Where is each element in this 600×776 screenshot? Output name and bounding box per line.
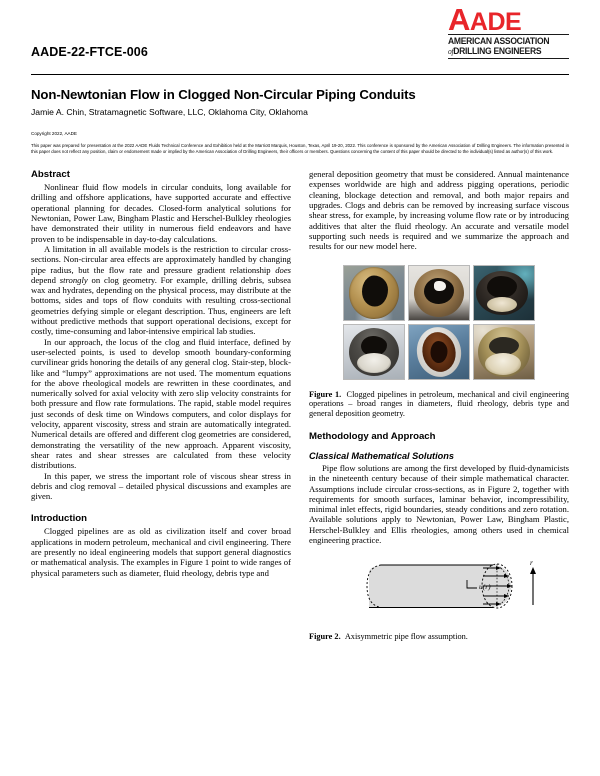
abstract-paragraph-4: In this paper, we stress the important role of viscous shear stress in debris and clog removal – detailed physical discussions and examples are given. — [31, 470, 291, 502]
aade-logo-subtitle — [448, 34, 569, 59]
classical-solutions-heading: Classical Mathematical Solutions — [309, 450, 455, 461]
clogged-pipe-photo-1 — [343, 265, 405, 321]
introduction-continuation-paragraph: general deposition geometry that must be considered. Annual maintenance expenses worldwide are high and address pigging operations, periodic cleaning, blockage detection and removal, and both major repairs and upgrades. Clogs and debris can be removed by increasing surface viscous shear stress, for example, by increasing volume flow rate or by introducing additives that alter the fluid rheology. An accurate and versatile model supporting such needs is required and we summarize the approach and results for our new model here. — [309, 169, 569, 252]
copyright-notice: Copyright 2022, AADE — [31, 131, 77, 136]
clogged-pipe-photo-3 — [473, 265, 535, 321]
abstract-p2-part-b: depend — [31, 274, 60, 285]
introduction-heading: Introduction — [31, 513, 87, 525]
figure-2-caption — [309, 632, 569, 642]
abstract-p2-emphasis-strongly: strongly — [59, 274, 88, 285]
abstract-paragraph-1: Nonlinear fluid flow models in circular conduits, long available for drilling and offshore applications, have supported accurate and effective operational planning for decades. Closed-form analytical solutions for Newtonian, Power Law, Bingham Plastic and Herschel-Bulkley rheologies have demonstrated their utility in numerous field endeavors and have proven to be indispensable in day-to-day calculations. — [31, 182, 291, 244]
abstract-paragraph-2 — [31, 244, 291, 337]
figure-2-label: Figure 2. — [309, 632, 341, 642]
methodology-heading: Methodology and Approach — [309, 430, 436, 442]
aade-logo-wordmark: AADE — [448, 2, 522, 37]
velocity-label: u(r) — [479, 582, 491, 592]
aade-logo — [448, 2, 569, 59]
figure-1-caption-text: Clogged pipelines in petroleum, mechanical and civil engineering operations – broad ranges in diameters, fluid rheology, debris type and general deposition geometry. — [309, 389, 569, 419]
clogged-pipe-photo-grid — [341, 263, 537, 382]
radius-axis-arrowhead — [530, 567, 536, 574]
clogged-pipe-photo-6 — [473, 324, 535, 380]
abstract-p2-part-c: on clog geometry. For example, drilling debris, subsea wax and hydrates, depending on the physical process, may distribute at the bottoms, sides and tops of flow conduits with resulting cross-sectional geometries defying simple or elegant description. Thus, engineers are left without predictive methods that support operational decisions, except for costly, time-consuming and labor-intensive empirical lab studies. — [31, 274, 291, 337]
aade-logo-line1: AMERICAN ASSOCIATION — [448, 36, 550, 46]
paper-number: AADE-22-FTCE-006 — [31, 45, 148, 59]
figure-2-image — [309, 555, 569, 627]
radius-label: r — [530, 558, 533, 568]
page-header — [31, 0, 569, 74]
right-column — [309, 169, 569, 642]
axisymmetric-pipe-diagram — [361, 555, 566, 625]
abstract-p2-part-a: A limitation in all available models is the restriction to circular cross-sections. Non-circular area effects are approximately handled by changing pipe radius, but the flow rate and pressure gradient relationship — [31, 243, 291, 275]
aade-logo-line2: ofDRILLING ENGINEERS — [448, 46, 542, 56]
two-column-body — [31, 169, 569, 642]
abstract-paragraph-3: In our approach, the locus of the clog and fluid interface, defined by user-selected points, is used to develop smooth boundary-conforming curvilinear grids honoring the details of any general clog. Stair-step, block-like and “lumpy” approximations are not used. The momentum equations for the above rheological models are rewritten in these coordinates, and numerically solved for axial velocity with zero slip velocity constraints for both pressure and flow rate formulations. The rapid, stable model requires just seconds of desk time on Windows computers, and color displays for velocity, apparent viscosity, stress and strain are automatically integrated. Numerical details are offered and different clog geometries are considered, demonstrating the versatility of the new approach. Apparent viscosity, shear rates and shear stresses are calculated from these velocity distributions. — [31, 336, 291, 471]
left-column — [31, 169, 291, 642]
figure-2-caption-text: Axisymmetric pipe flow assumption. — [344, 632, 468, 642]
author-line: Jamie A. Chin, Stratamagnetic Software, LLC, Oklahoma City, Oklahoma — [31, 107, 308, 117]
aade-logo-of: of — [448, 47, 454, 56]
abstract-p2-emphasis-does: does — [275, 264, 291, 275]
page-title: Non-Newtonian Flow in Clogged Non-Circular Piping Conduits — [31, 87, 416, 102]
header-divider — [31, 74, 569, 75]
figure-1-caption — [309, 390, 569, 419]
clogged-pipe-photo-2 — [408, 265, 470, 321]
introduction-paragraph-1: Clogged pipelines are as old as civilization itself and cover broad applications in modern petroleum, mechanical and civil engineering. There are presently no ideal engineering models that support general diagnostics or mathematical analysis. The examples in Figure 1 point to wide ranges of physical parameters such as diameter, fluid rheology, debris type and — [31, 526, 291, 578]
figure-1-image — [309, 263, 569, 382]
figure-1-label: Figure 1. — [309, 389, 342, 399]
clogged-pipe-photo-4 — [343, 324, 405, 380]
classical-solutions-paragraph: Pipe flow solutions are among the first developed by fluid-dynamicists in the nineteenth century because of their simple mathematical character. Assumptions include circular cross-sections, as in Figure 2, together with requirements for smooth surfaces, laminar behavior, incompressibility, minimal inlet effects, rigid boundaries, steady conditions and zero rotation. Available solutions apply to Newtonian, Power Law, Bingham Plastic, Herschel-Bulkley and Ellis rheologies, among others used in chemical engineering practice. — [309, 462, 569, 546]
clogged-pipe-photo-5 — [408, 324, 470, 380]
conference-disclaimer: This paper was prepared for presentation at the 2022 AADE Fluids Technical Conference and Exhibition held at the Marriott Marquis, Houston, Texas, April 19-20, 2022. This conference is sponsored by the American Association of Drilling Engineers. The information presented in this paper does not reflect any position, claim or endorsement made or implied by the American Association of Drilling Engineers, their officers or members. Questions concerning the content of this paper should be directed to the individual(s) listed as author(s) of this work. — [31, 143, 569, 155]
abstract-heading: Abstract — [31, 169, 70, 181]
